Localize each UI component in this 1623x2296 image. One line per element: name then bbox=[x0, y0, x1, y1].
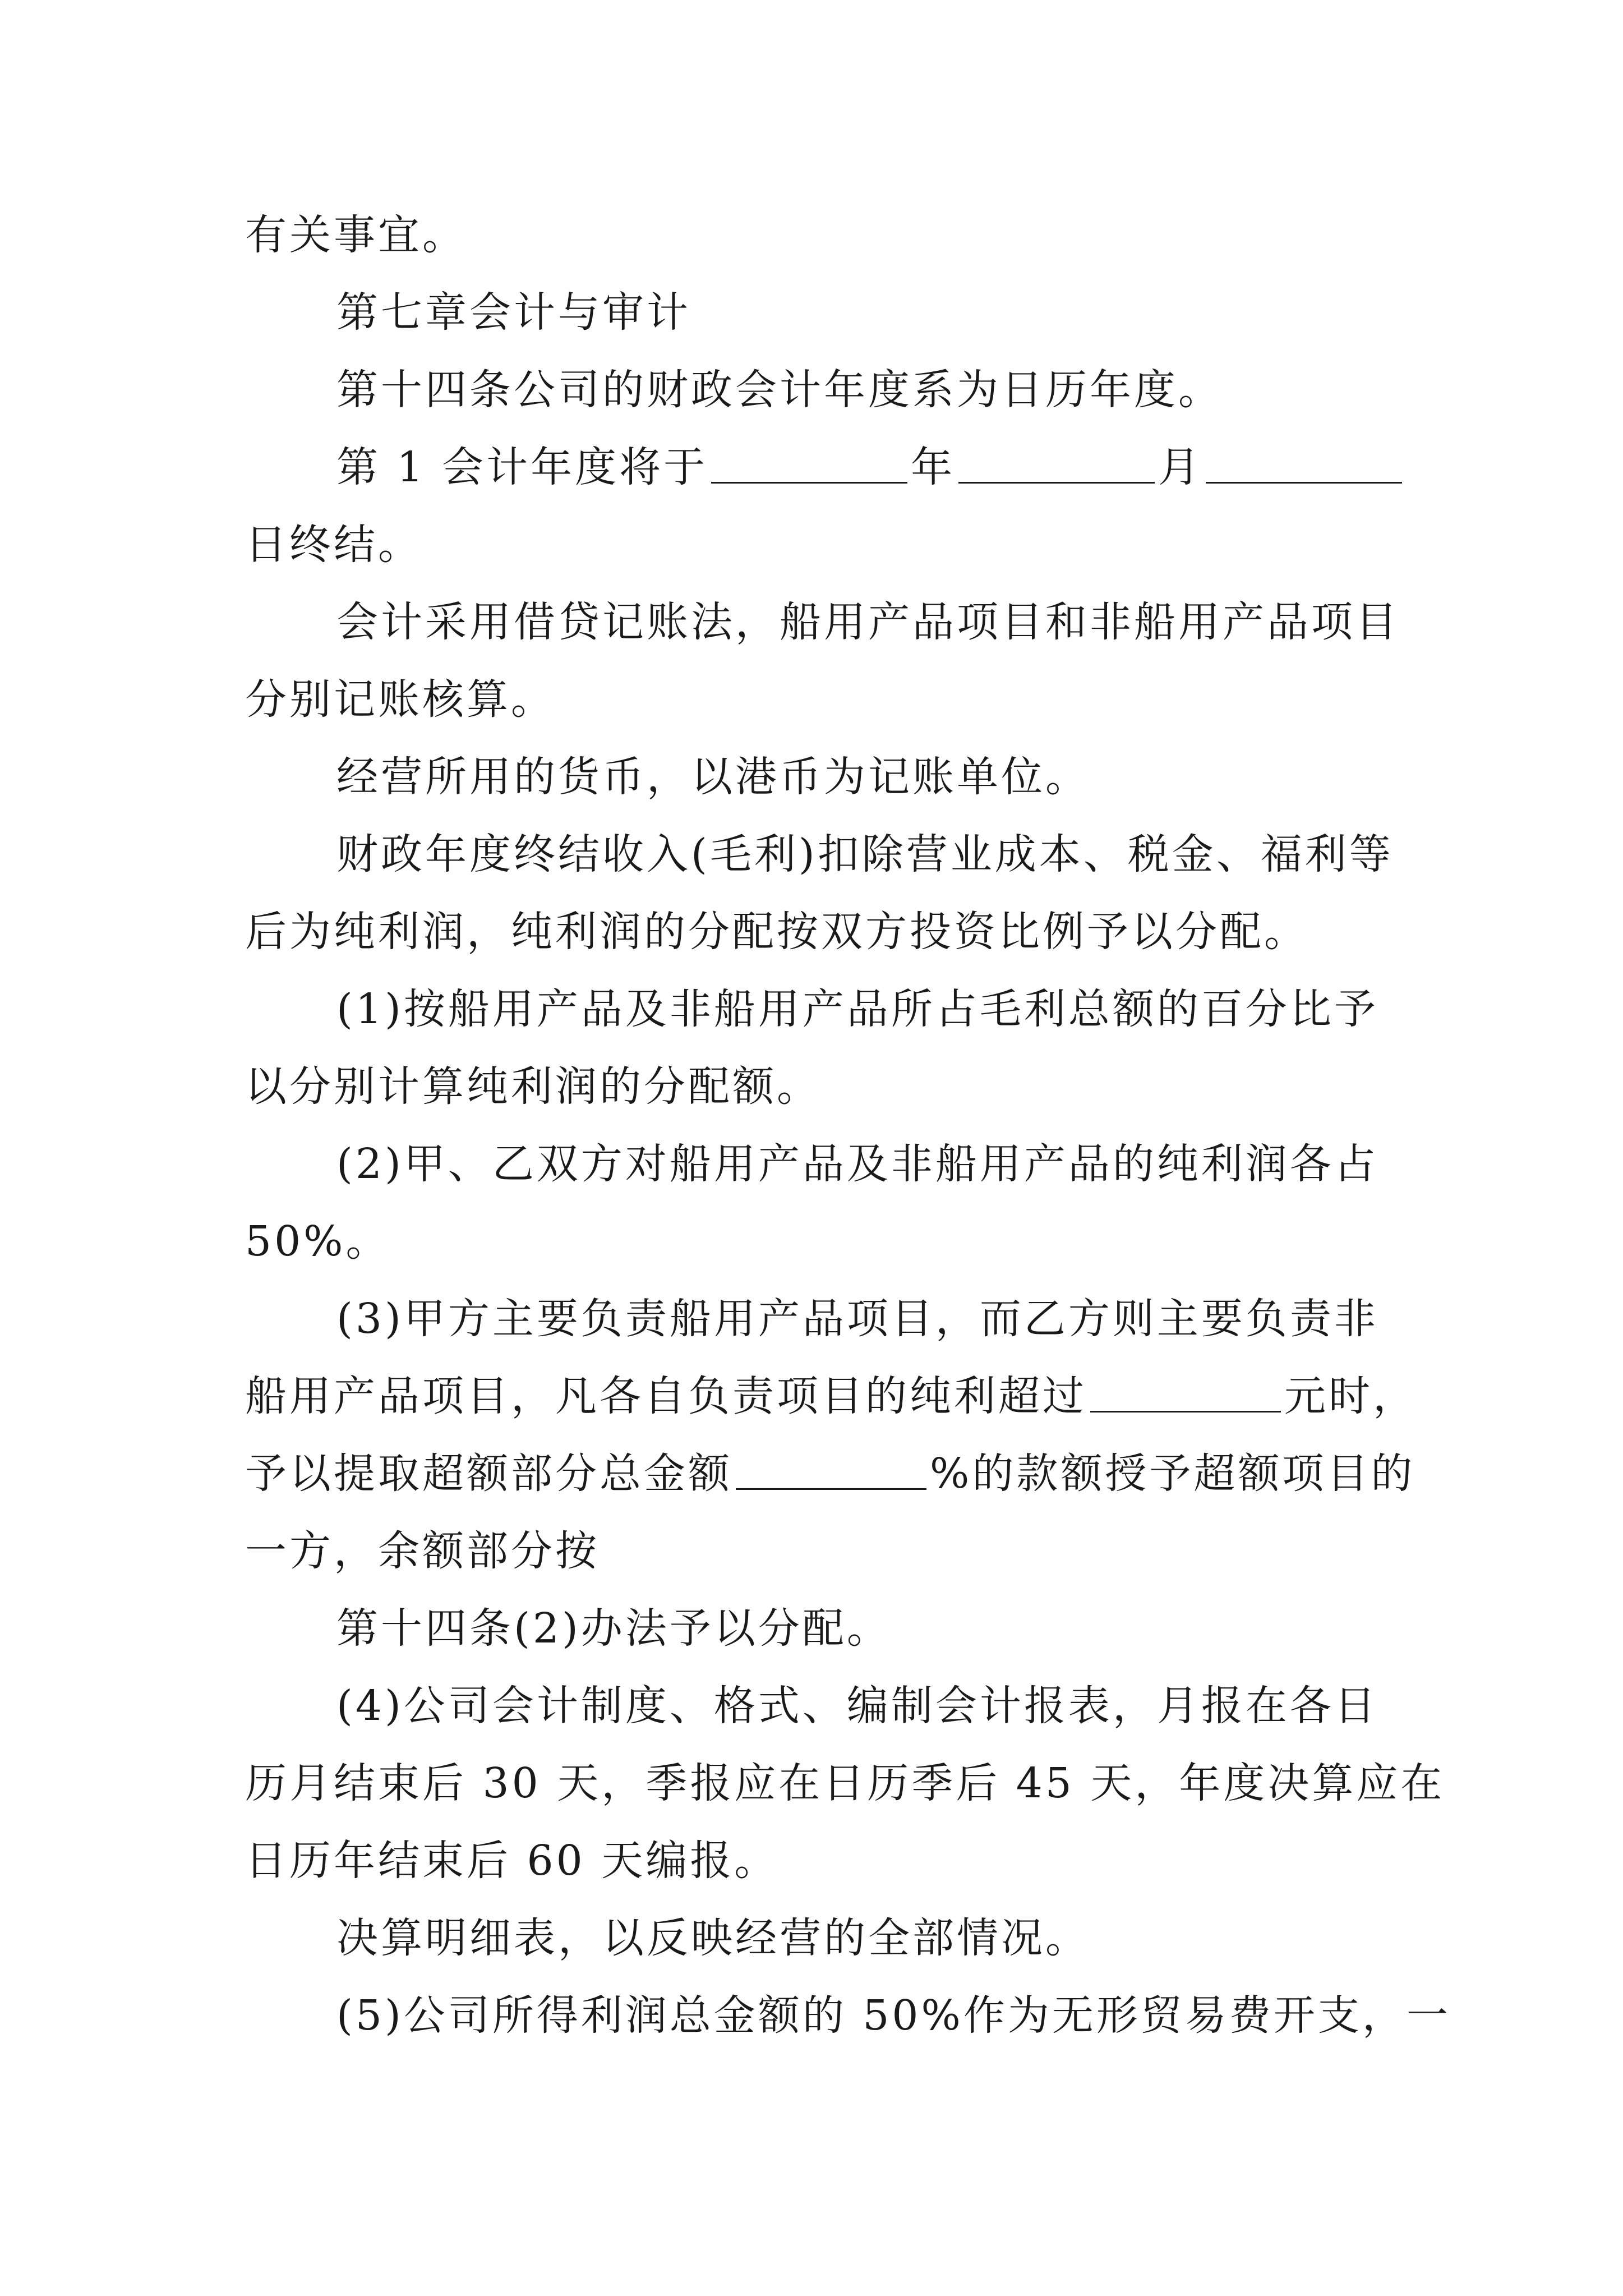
blank-month-field[interactable] bbox=[958, 440, 1155, 484]
clause-line: (4)公司会计制度、格式、编制会计报表，月报在各日 bbox=[336, 1682, 1378, 1730]
blank-amount-field[interactable] bbox=[1090, 1369, 1281, 1412]
paragraph-line: 会计采用借贷记账法，船用产品项目和非船用产品项目 bbox=[336, 598, 1400, 646]
paragraph-line: 经营所用的货币，以港币为记账单位。 bbox=[336, 753, 1090, 801]
paragraph-line: 财政年度终结收入(毛利)扣除营业成本、税金、福利等 bbox=[336, 830, 1394, 878]
document-body bbox=[245, 196, 1451, 2054]
paragraph-line: 后为纯利润，纯利润的分配按双方投资比例予以分配。 bbox=[245, 908, 1308, 956]
paragraph-line: 50%。 bbox=[245, 1217, 390, 1266]
paragraph-line: 一方，余额部分按 bbox=[245, 1527, 600, 1575]
paragraph-line: 历月结束后 30 天，季报应在日历季后 45 天，年度决算应在 bbox=[245, 1759, 1445, 1807]
blank-percent-field[interactable] bbox=[736, 1447, 926, 1490]
paragraph-line: 分别记账核算。 bbox=[245, 675, 555, 724]
fill-in-line: 船用产品项目，凡各自负责项目的纯利超过 元时， bbox=[245, 1358, 1389, 1435]
fill-in-line: 予以提取超额部分总金额 %的款额授予超额项目的 bbox=[245, 1435, 1389, 1512]
paragraph-line: 有关事宜。 bbox=[245, 211, 467, 259]
paragraph-line: 日历年结束后 60 天编报。 bbox=[245, 1837, 779, 1885]
clause-line: (2)甲、乙双方对船用产品及非船用产品的纯利润各占 bbox=[336, 1140, 1378, 1188]
blank-year-field[interactable] bbox=[711, 440, 907, 484]
blank-day-field[interactable] bbox=[1206, 440, 1402, 484]
clause-line: (5)公司所得利润总金额的 50%作为无形贸易费开支，一 bbox=[336, 1991, 1451, 2040]
paragraph-line: 决算明细表，以反映经营的全部情况。 bbox=[336, 1914, 1090, 1962]
article-line: 第十四条公司的财政会计年度系为日历年度。 bbox=[336, 366, 1223, 414]
paragraph-line: 日终结。 bbox=[245, 521, 422, 569]
chapter-heading: 第七章会计与审计 bbox=[336, 288, 691, 337]
clause-line: (1)按船用产品及非船用产品所占毛利总额的百分比予 bbox=[336, 985, 1378, 1033]
clause-line: (3)甲方主要负责船用产品项目，而乙方则主要负责非 bbox=[336, 1295, 1378, 1343]
paragraph-line: 以分别计算纯利润的分配额。 bbox=[245, 1062, 821, 1111]
fill-in-line: 第 1 会计年度将于 年 月 bbox=[245, 429, 1389, 506]
paragraph-line: 第十四条(2)办法予以分配。 bbox=[336, 1604, 891, 1653]
